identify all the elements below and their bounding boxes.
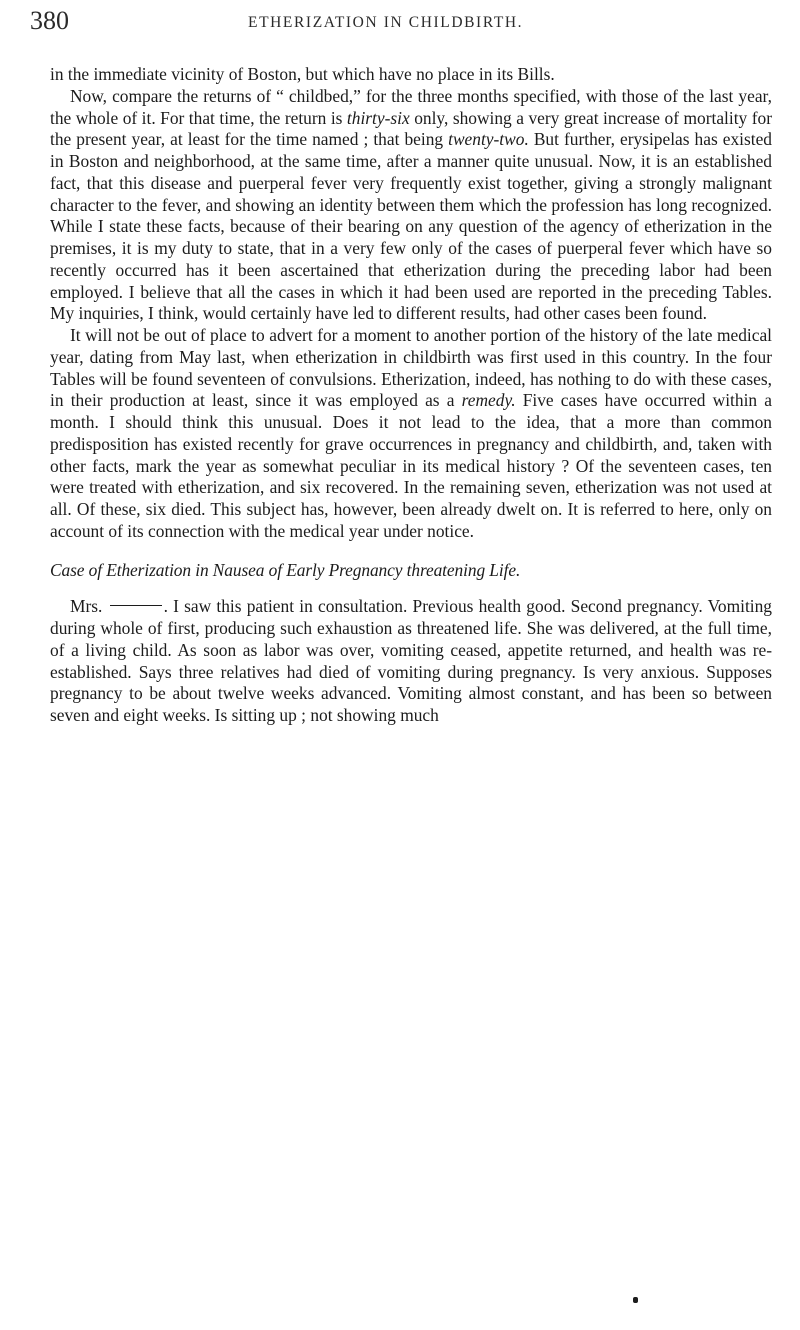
body-text: [50, 64, 772, 727]
paragraph-case-report: Mrs. . I saw this patient in consultation. Previous health good. Second pregnancy. Vomiting during whole of first, producing such exhaustion as threatened life. She was delivered, at the full time, of a living child. As soon as labor was over, vomiting ceased, appetite returned, and health was re-established. Says three relatives had died of vomiting during pregnancy. Is very anxious. Supposes pregnancy to be about twelve weeks advanced. Vomiting almost constant, and has been so between seven and eight weeks. Is sitting up ; not showing much: [50, 596, 773, 725]
emphasis-twenty-two: twenty-two.: [448, 129, 529, 150]
paragraph-mortality-returns: Now, compare the returns of “ childbed,” for the three months specified, with those of the last year, the whole of it. For that time, the return is thirty-six only, showing a very great increase of mortality for the present year, at least for the time named ; that being twenty-two. But further, erysipelas has existed in Boston and neighborhood, at the same time, after a manner quite unusual. Now, it is an established fact, that this disease and puerperal fever very frequently exist together, giving a strongly malignant character to the fever, and showing an identity between them which the profession has long recognized. While I state these facts, because of their bearing on any question of the agency of etherization in the premises, it is my duty to state, that in a very few only of the cases of puerperal fever which have so recently occurred has it been ascertained that etherization during the preceding labor had been employed. I believe that all the cases in which it had been used are reported in the preceding Tables. My inquiries, I think, would certainly have led to different results, had other cases been found.: [50, 85, 773, 324]
running-title: ETHERIZATION IN CHILDBIRTH.: [248, 14, 524, 31]
paragraph-continuation: in the immediate vicinity of Boston, but which have no place in its Bills.: [50, 64, 555, 84]
page-number: 380: [30, 6, 69, 35]
print-speck: [633, 1297, 638, 1303]
emphasis-remedy: remedy.: [461, 390, 516, 411]
case-heading: Case of Etherization in Nausea of Early Pregnancy threatening Life.: [50, 559, 521, 580]
paragraph-convulsions: It will not be out of place to advert for a moment to another portion of the history of the late medical year, dating from May last, when etherization in childbirth was first used in this country. In the four Tables will be found seventeen of convulsions. Etherization, indeed, has nothing to do with these cases, in their production at least, since it was employed as a remedy. Five cases have occurred within a month. I should think this unusual. Does it not lead to the idea, that a more than common predisposition has existed recently for grave occurrences in pregnancy and childbirth, and, taken with other facts, mark the year as somewhat peculiar in its medical history ? Of the seventeen cases, ten were treated with etherization, and six recovered. In the remaining seven, etherization was not used at all. Of these, six died. This subject has, however, been already dwelt on. It is referred to here, only on account of its connection with the medical year under notice.: [50, 325, 773, 541]
running-head: [30, 6, 770, 36]
emphasis-thirty-six: thirty-six: [346, 107, 410, 128]
name-omitted-dash: [110, 605, 162, 606]
